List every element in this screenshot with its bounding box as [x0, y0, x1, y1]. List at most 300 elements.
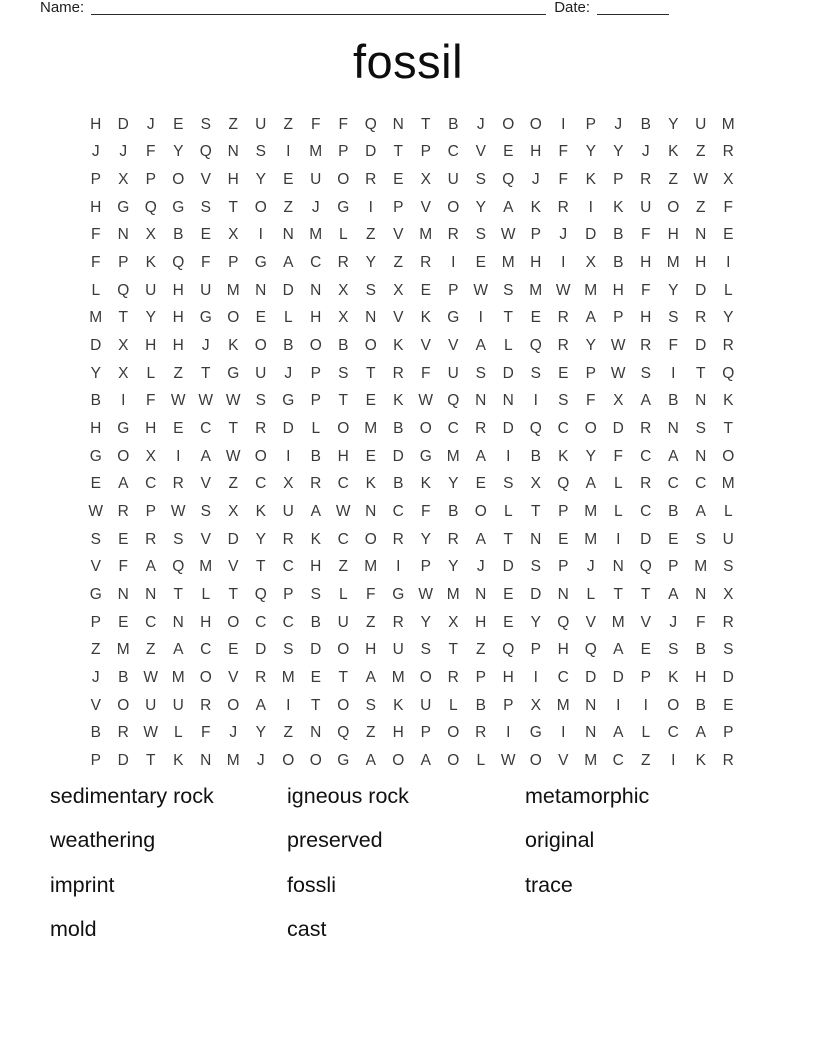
grid-cell: R [392, 530, 404, 548]
grid-cell: R [337, 254, 349, 272]
grid-cell: G [447, 309, 460, 327]
grid-cell: E [558, 530, 569, 548]
grid-cell: C [695, 475, 707, 493]
grid-cell: H [337, 447, 349, 465]
grid-cell: K [668, 668, 679, 686]
grid-cell: D [310, 641, 322, 659]
grid-cell: V [475, 143, 486, 161]
grid-cell: N [200, 751, 212, 769]
grid-cell: N [612, 558, 624, 576]
grid-cell: B [393, 475, 404, 493]
grid-cell: F [311, 115, 321, 133]
grid-cell: B [393, 420, 404, 438]
grid-cell: L [338, 585, 348, 603]
grid-cell: R [392, 613, 404, 631]
grid-cell: S [255, 392, 266, 410]
grid-cell: Q [529, 337, 542, 355]
grid-cell: H [310, 309, 322, 327]
grid-cell: P [420, 724, 431, 742]
grid-cell: Y [613, 143, 624, 161]
grid-cell: O [502, 115, 515, 133]
grid-cell: G [199, 309, 212, 327]
grid-cell: Q [529, 420, 542, 438]
grid-cell: W [88, 503, 104, 521]
grid-cell: F [338, 115, 348, 133]
grid-cell: B [310, 447, 321, 465]
grid-cell: K [365, 475, 376, 493]
grid-cell: G [254, 254, 267, 272]
grid-cell: D [585, 668, 597, 686]
grid-cell: A [503, 198, 514, 216]
grid-cell: N [255, 281, 267, 299]
grid-cell: V [200, 475, 211, 493]
grid-cell: R [365, 171, 377, 189]
grid-cell: S [310, 585, 321, 603]
grid-cell: O [117, 447, 130, 465]
grid-cell: A [475, 530, 486, 548]
grid-cell: T [228, 198, 238, 216]
grid-cell: I [396, 558, 401, 576]
grid-cell: D [255, 641, 267, 659]
grid-cell: M [89, 309, 103, 327]
grid-cell: W [418, 585, 434, 603]
grid-cell: K [695, 751, 706, 769]
grid-cell: S [558, 392, 569, 410]
grid-cell: O [447, 724, 460, 742]
grid-cell: I [478, 309, 483, 327]
grid-cell: T [393, 143, 403, 161]
grid-cell: A [118, 475, 129, 493]
grid-cell: V [585, 613, 596, 631]
grid-cell: X [613, 392, 624, 410]
grid-cell: F [558, 171, 568, 189]
grid-cell: V [558, 751, 569, 769]
grid-cell: G [392, 585, 405, 603]
grid-cell: Q [199, 143, 212, 161]
grid-cell: R [282, 530, 294, 548]
grid-cell: L [338, 226, 348, 244]
grid-cell: D [695, 281, 707, 299]
grid-cell: N [172, 613, 184, 631]
grid-cell: P [723, 724, 734, 742]
grid-cell: Z [696, 143, 706, 161]
grid-cell: E [118, 530, 129, 548]
grid-cell: E [173, 115, 184, 133]
grid-cell: H [502, 668, 514, 686]
grid-cell: B [173, 226, 184, 244]
grid-cell: C [145, 475, 157, 493]
grid-cell: Y [420, 530, 431, 548]
grid-cell: J [91, 668, 100, 686]
grid-cell: O [667, 198, 680, 216]
word-list-column [50, 774, 214, 952]
grid-cell: O [447, 751, 460, 769]
grid-cell: C [447, 143, 459, 161]
grid-cell: F [641, 226, 651, 244]
grid-cell: R [640, 475, 652, 493]
grid-cell: P [90, 751, 101, 769]
grid-cell: H [667, 226, 679, 244]
grid-cell: W [418, 392, 434, 410]
grid-cell: N [365, 309, 377, 327]
grid-cell: S [365, 696, 376, 714]
grid-cell: C [557, 420, 569, 438]
grid-cell: S [200, 115, 211, 133]
grid-cell: Z [366, 226, 376, 244]
grid-cell: S [695, 530, 706, 548]
grid-cell: K [145, 254, 156, 272]
grid-cell: W [610, 337, 626, 355]
grid-cell: E [503, 585, 514, 603]
grid-cell: M [226, 281, 240, 299]
word-list-item: imprint [50, 872, 115, 897]
grid-cell: J [476, 558, 485, 576]
grid-cell: R [722, 613, 734, 631]
word-list-item: sedimentary rock [50, 784, 214, 808]
grid-cell: L [641, 724, 651, 742]
grid-cell: O [529, 115, 542, 133]
grid-cell: I [121, 392, 126, 410]
grid-cell: M [694, 558, 708, 576]
grid-cell: Y [90, 364, 101, 382]
grid-cell: J [311, 198, 320, 216]
grid-cell: E [228, 641, 239, 659]
grid-cell: Z [146, 641, 156, 659]
grid-cell: U [640, 198, 652, 216]
grid-cell: E [118, 613, 129, 631]
grid-cell: M [281, 668, 295, 686]
grid-cell: L [613, 503, 623, 521]
grid-cell: Z [338, 558, 348, 576]
grid-cell: O [474, 503, 487, 521]
grid-cell: A [365, 751, 376, 769]
grid-cell: J [119, 143, 128, 161]
grid-cell: S [695, 420, 706, 438]
grid-cell: P [668, 558, 679, 576]
grid-cell: Q [722, 364, 735, 382]
grid-cell: Z [641, 751, 651, 769]
grid-cell: R [392, 364, 404, 382]
grid-cell: J [146, 115, 155, 133]
grid-cell: M [419, 226, 433, 244]
grid-cell: H [640, 254, 652, 272]
grid-cell: E [640, 641, 651, 659]
grid-cell: R [145, 530, 157, 548]
grid-cell: C [200, 420, 212, 438]
grid-cell: D [502, 364, 514, 382]
grid-cell: L [91, 281, 101, 299]
grid-cell: A [475, 447, 486, 465]
grid-cell: Z [476, 641, 486, 659]
grid-cell: Z [91, 641, 101, 659]
grid-cell: M [584, 503, 598, 521]
grid-cell: S [530, 364, 541, 382]
grid-cell: Z [283, 115, 293, 133]
grid-cell: R [722, 337, 734, 355]
grid-cell: P [338, 143, 349, 161]
grid-cell: V [640, 613, 651, 631]
grid-cell: V [200, 530, 211, 548]
grid-cell: X [228, 226, 239, 244]
grid-cell: S [723, 641, 734, 659]
grid-cell: N [557, 585, 569, 603]
grid-cell: L [476, 751, 486, 769]
grid-cell: L [723, 281, 733, 299]
grid-cell: L [201, 585, 211, 603]
grid-cell: O [227, 613, 240, 631]
grid-cell: I [671, 751, 676, 769]
grid-cell: H [145, 337, 157, 355]
grid-cell: Q [144, 198, 157, 216]
grid-cell: J [586, 558, 595, 576]
date-blank-line [597, 2, 669, 15]
grid-cell: N [667, 420, 679, 438]
grid-cell: Q [557, 613, 570, 631]
grid-cell: H [640, 309, 652, 327]
grid-cell: J [531, 171, 540, 189]
grid-cell: G [172, 198, 185, 216]
grid-cell: P [90, 613, 101, 631]
grid-cell: T [338, 392, 348, 410]
grid-cell: A [668, 585, 679, 603]
grid-cell: L [283, 309, 293, 327]
word-list-column [287, 774, 409, 952]
grid-cell: G [282, 392, 295, 410]
grid-cell: K [420, 309, 431, 327]
grid-cell: I [506, 724, 511, 742]
grid-cell: T [146, 751, 156, 769]
grid-cell: K [173, 751, 184, 769]
grid-cell: J [559, 226, 568, 244]
grid-cell: N [475, 585, 487, 603]
grid-cell: A [613, 641, 624, 659]
grid-cell: H [612, 281, 624, 299]
grid-cell: S [503, 281, 514, 299]
grid-cell: O [447, 198, 460, 216]
grid-cell: F [586, 392, 596, 410]
grid-cell: W [225, 447, 241, 465]
grid-cell: P [558, 558, 569, 576]
grid-cell: E [365, 392, 376, 410]
grid-cell: X [530, 475, 541, 493]
grid-cell: S [475, 171, 486, 189]
grid-cell: P [90, 171, 101, 189]
grid-cell: V [420, 337, 431, 355]
grid-cell: B [90, 724, 101, 742]
grid-cell: T [201, 364, 211, 382]
grid-cell: F [558, 143, 568, 161]
grid-cell: H [172, 309, 184, 327]
grid-cell: E [475, 254, 486, 272]
grid-cell: G [337, 198, 350, 216]
grid-cell: M [309, 226, 323, 244]
grid-cell: K [613, 198, 624, 216]
grid-cell: U [392, 641, 404, 659]
grid-cell: I [616, 530, 621, 548]
grid-cell: F [91, 254, 101, 272]
grid-cell: S [420, 641, 431, 659]
grid-cell: D [695, 337, 707, 355]
grid-cell: E [283, 171, 294, 189]
grid-cell: U [722, 530, 734, 548]
grid-cell: E [558, 364, 569, 382]
grid-cell: N [310, 281, 322, 299]
name-label: Name: [40, 0, 85, 16]
grid-cell: N [695, 392, 707, 410]
grid-cell: X [420, 171, 431, 189]
grid-cell: Y [585, 337, 596, 355]
grid-cell: I [643, 696, 648, 714]
grid-cell: C [337, 530, 349, 548]
grid-cell: N [502, 392, 514, 410]
grid-cell: X [585, 254, 596, 272]
grid-cell: C [337, 475, 349, 493]
grid-cell: T [641, 585, 651, 603]
grid-cell: A [695, 724, 706, 742]
word-list-item: weathering [50, 828, 156, 853]
grid-cell: J [201, 337, 210, 355]
grid-cell: E [310, 668, 321, 686]
grid-cell: Y [475, 198, 486, 216]
grid-cell: U [447, 364, 459, 382]
grid-cell: C [282, 558, 294, 576]
grid-cell: M [721, 115, 735, 133]
grid-cell: B [668, 392, 679, 410]
grid-cell: Z [366, 724, 376, 742]
grid-cell: P [145, 171, 156, 189]
grid-cell: A [640, 392, 651, 410]
grid-cell: B [613, 254, 624, 272]
grid-cell: D [640, 530, 652, 548]
grid-cell: T [311, 696, 321, 714]
grid-cell: H [172, 281, 184, 299]
grid-cell: Y [255, 171, 266, 189]
grid-cell: Z [393, 254, 403, 272]
grid-cell: F [91, 226, 101, 244]
grid-cell: J [669, 613, 678, 631]
grid-cell: O [364, 337, 377, 355]
grid-cell: Y [585, 447, 596, 465]
grid-cell: Z [696, 198, 706, 216]
grid-cell: W [198, 392, 214, 410]
grid-cell: Y [173, 143, 184, 161]
grid-cell: I [616, 696, 621, 714]
grid-cell: W [473, 281, 489, 299]
grid-cell: P [503, 696, 514, 714]
grid-cell: N [530, 530, 542, 548]
grid-cell: E [503, 143, 514, 161]
grid-cell: H [392, 724, 404, 742]
grid-cell: I [506, 447, 511, 465]
grid-cell: O [227, 696, 240, 714]
grid-cell: Z [228, 115, 238, 133]
grid-cell: P [420, 558, 431, 576]
grid-cell: L [503, 337, 513, 355]
grid-cell: T [366, 364, 376, 382]
grid-cell: F [723, 198, 733, 216]
grid-cell: Q [364, 115, 377, 133]
grid-cell: R [310, 475, 322, 493]
grid-cell: S [90, 530, 101, 548]
grid-cell: S [530, 558, 541, 576]
grid-cell: Y [145, 309, 156, 327]
grid-cell: Z [283, 198, 293, 216]
grid-cell: V [393, 226, 404, 244]
grid-cell: R [117, 503, 129, 521]
grid-cell: V [420, 198, 431, 216]
grid-cell: T [338, 668, 348, 686]
grid-cell: H [227, 171, 239, 189]
grid-cell: E [723, 696, 734, 714]
grid-cell: X [338, 281, 349, 299]
word-list-column [525, 774, 649, 907]
grid-cell: O [117, 696, 130, 714]
grid-cell: F [613, 447, 623, 465]
grid-cell: A [668, 447, 679, 465]
grid-cell: I [561, 115, 566, 133]
grid-cell: U [145, 281, 157, 299]
grid-cell: M [584, 751, 598, 769]
grid-cell: K [723, 392, 734, 410]
grid-cell: A [310, 503, 321, 521]
grid-cell: S [668, 641, 679, 659]
grid-cell: S [365, 281, 376, 299]
grid-cell: H [200, 613, 212, 631]
grid-cell: S [255, 143, 266, 161]
grid-cell: D [530, 585, 542, 603]
grid-cell: T [696, 364, 706, 382]
grid-cell: B [613, 226, 624, 244]
grid-cell: T [613, 585, 623, 603]
grid-cell: D [365, 143, 377, 161]
grid-cell: Y [420, 613, 431, 631]
grid-cell: H [475, 613, 487, 631]
grid-cell: N [310, 724, 322, 742]
grid-cell: O [199, 668, 212, 686]
grid-cell: A [613, 724, 624, 742]
grid-cell: I [451, 254, 456, 272]
grid-cell: Z [173, 364, 183, 382]
grid-cell: X [530, 696, 541, 714]
grid-cell: F [146, 143, 156, 161]
grid-cell: P [530, 226, 541, 244]
grid-cell: O [364, 530, 377, 548]
grid-cell: M [501, 254, 515, 272]
grid-cell: T [228, 585, 238, 603]
grid-cell: P [530, 641, 541, 659]
grid-cell: X [118, 337, 129, 355]
grid-cell: O [667, 696, 680, 714]
grid-cell: S [173, 530, 184, 548]
grid-cell: H [365, 641, 377, 659]
grid-cell: K [558, 447, 569, 465]
grid-cell: O [419, 420, 432, 438]
grid-cell: T [448, 641, 458, 659]
grid-cell: F [668, 337, 678, 355]
grid-cell: Y [530, 613, 541, 631]
grid-cell: M [364, 558, 378, 576]
grid-cell: G [117, 420, 130, 438]
grid-cell: C [255, 475, 267, 493]
grid-cell: B [448, 503, 459, 521]
grid-cell: S [200, 503, 211, 521]
grid-cell: S [723, 558, 734, 576]
grid-cell: O [227, 309, 240, 327]
grid-cell: U [145, 696, 157, 714]
grid-cell: D [117, 751, 129, 769]
grid-cell: V [90, 696, 101, 714]
grid-cell: W [693, 171, 709, 189]
